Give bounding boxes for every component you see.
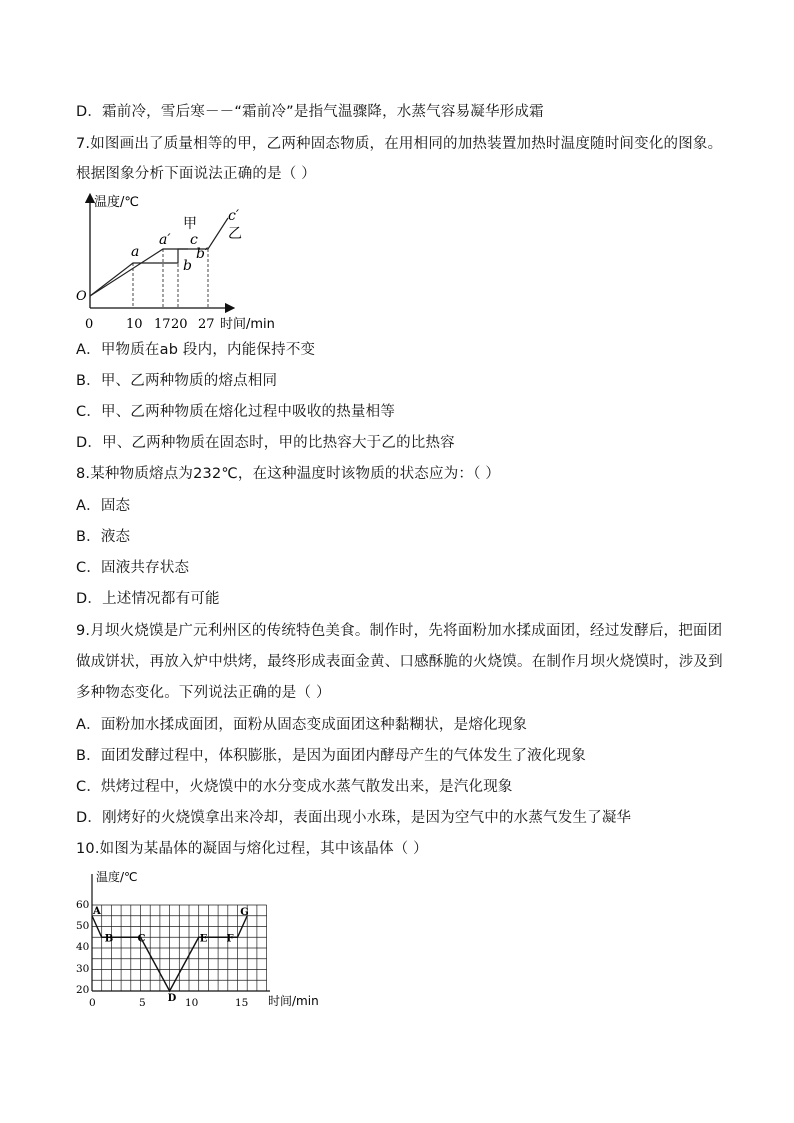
q10-y-label: 温度/℃ [96,870,138,884]
option-d-line: D．霜前冷，雪后寒－－“霜前冷”是指气温骤降，水蒸气容易凝华形成霜 [76,104,544,120]
q7-xtick-10: 10 [126,317,143,332]
q7-label-yi: 乙 [228,226,242,242]
q7-label-jia: 甲 [183,216,197,232]
q10-point-label-e: E [199,933,208,945]
q7-origin-label: O [76,289,87,304]
q10-grid [92,905,267,991]
q7-label-b: b [183,258,192,274]
q10-point-label-g: G [240,906,249,918]
question-7-stem-cont: 根据图象分析下面说法正确的是（ ） [76,166,317,182]
q7-label-a-prime: a′ [159,232,171,248]
q7-xtick-27: 27 [198,317,215,332]
q10-xtick-15: 15 [235,997,249,1009]
question-7-stem: 7.如图画出了质量相等的甲，乙两种固态物质，在用相同的加热装置加热时温度随时间变化的图象。 [76,136,723,152]
q10-point-label-f: F [226,933,234,945]
q10-point-label-c: C [137,933,146,945]
question-9-stem-2: 做成饼状，再放入炉中烘烤，最终形成表面金黄、口感酥脆的火烧馍。在制作月坝火烧馍时，涉及到 [76,654,723,670]
q9-option-b: B．面团发酵过程中，体积膨胀，是因为面团内酵母产生的气体发生了液化现象 [76,748,586,764]
q8-option-b: B．液态 [76,529,131,545]
q7-label-b-prime: b′ [196,246,209,262]
q10-ytick-30: 30 [76,963,90,975]
q7-y-label: 温度/℃ [94,195,139,210]
q7-option-a: A．甲物质在ab 段内，内能保持不变 [76,342,316,358]
q9-option-c: C．烘烤过程中，火烧馍中的水分变成水蒸气散发出来，是汽化现象 [76,779,513,795]
q10-ytick-40: 40 [76,941,90,953]
q9-option-a: A．面粉加水揉成面团，面粉从固态变成面团这种黏糊状，是熔化现象 [76,717,528,733]
q7-label-c: c [190,232,198,248]
q8-option-a: A．固态 [76,498,131,514]
q8-option-c: C．固液共存状态 [76,560,190,576]
question-9-stem-3: 多种物态变化。下列说法正确的是（ ） [76,685,331,701]
q7-label-a: a [131,244,140,260]
q7-option-b: B．甲、乙两种物质的熔点相同 [76,373,278,389]
question-10-stem: 10.如图为某晶体的凝固与熔化过程，其中该晶体（ ） [76,841,428,857]
q7-label-c-prime: c′ [228,208,240,224]
q7-xtick-20: 20 [171,317,188,332]
q10-ytick-20: 20 [76,984,90,996]
q10-xtick-5: 5 [139,997,146,1009]
q7-xtick-0: 0 [85,317,94,332]
q10-ytick-50: 50 [76,920,90,932]
q10-ytick-60: 60 [76,899,90,911]
q10-point-label-a: A [93,905,101,917]
q10-figure [72,866,342,1016]
q10-point-label-d: D [167,993,177,1004]
q10-xtick-10: 10 [185,997,199,1009]
q7-x-label: 时间/min [220,317,275,332]
q10-point-label-b: B [104,933,114,945]
q7-figure [72,188,302,336]
q7-option-c: C．甲、乙两种物质在熔化过程中吸收的热量相等 [76,404,396,420]
q8-option-d: D．上述情况都有可能 [76,591,220,607]
q9-option-d: D．刚烤好的火烧馍拿出来冷却，表面出现小水珠，是因为空气中的水蒸气发生了凝华 [76,810,632,826]
q7-xtick-17: 17 [154,317,171,332]
q10-x-label: 时间/min [268,994,319,1008]
question-8-stem: 8.某种物质熔点为232℃，在这种温度时该物质的状态应为：（ ） [76,466,501,482]
q10-xtick-0: 0 [89,997,96,1009]
q7-option-d: D．甲、乙两种物质在固态时，甲的比热容大于乙的比热容 [76,435,455,451]
question-9-stem: 9.月坝火烧馍是广元利州区的传统特色美食。制作时，先将面粉加水揉成面团，经过发酵后，把面团 [76,623,723,639]
